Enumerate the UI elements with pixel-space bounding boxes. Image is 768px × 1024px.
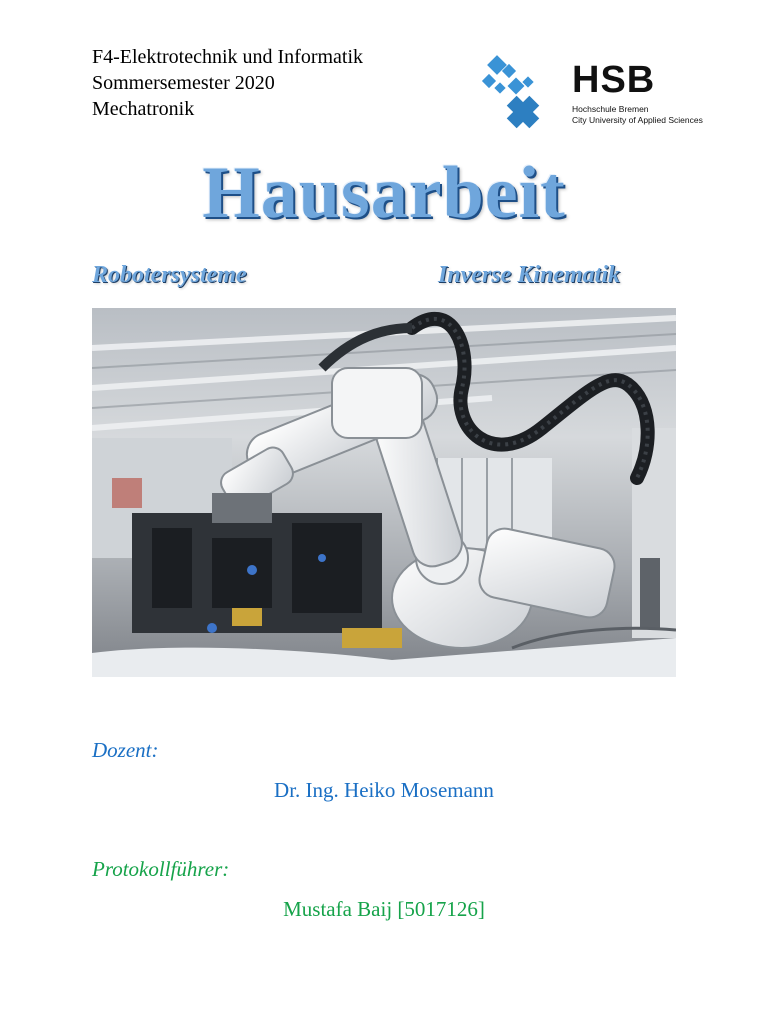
dozent-label: Dozent: [92,738,159,762]
logo-name: HSB [572,59,656,101]
logo-subtitle-1: Hochschule Bremen [572,104,649,114]
protokoll-label: Protokollführer: [92,857,230,881]
subtitle-left: Robotersysteme [92,262,247,288]
program-line: Mechatronik [92,98,195,120]
faculty-line: F4-Elektrotechnik und Informatik [92,46,364,68]
logo-subtitle-2: City University of Applied Sciences [572,115,703,125]
subtitle-right: Inverse Kinematik [438,262,621,288]
header-block [92,44,363,122]
hsb-logo-mark-icon [480,54,564,138]
protokoll-name: Mustafa Baij [5017126] [283,897,485,921]
hsb-logo [480,54,720,138]
industrial-robot-image [92,308,676,677]
dozent-name: Dr. Ing. Heiko Mosemann [274,778,494,802]
robot-photo [92,308,676,677]
semester-line: Sommersemester 2020 [92,72,275,94]
page-title: Hausarbeit [202,152,566,234]
